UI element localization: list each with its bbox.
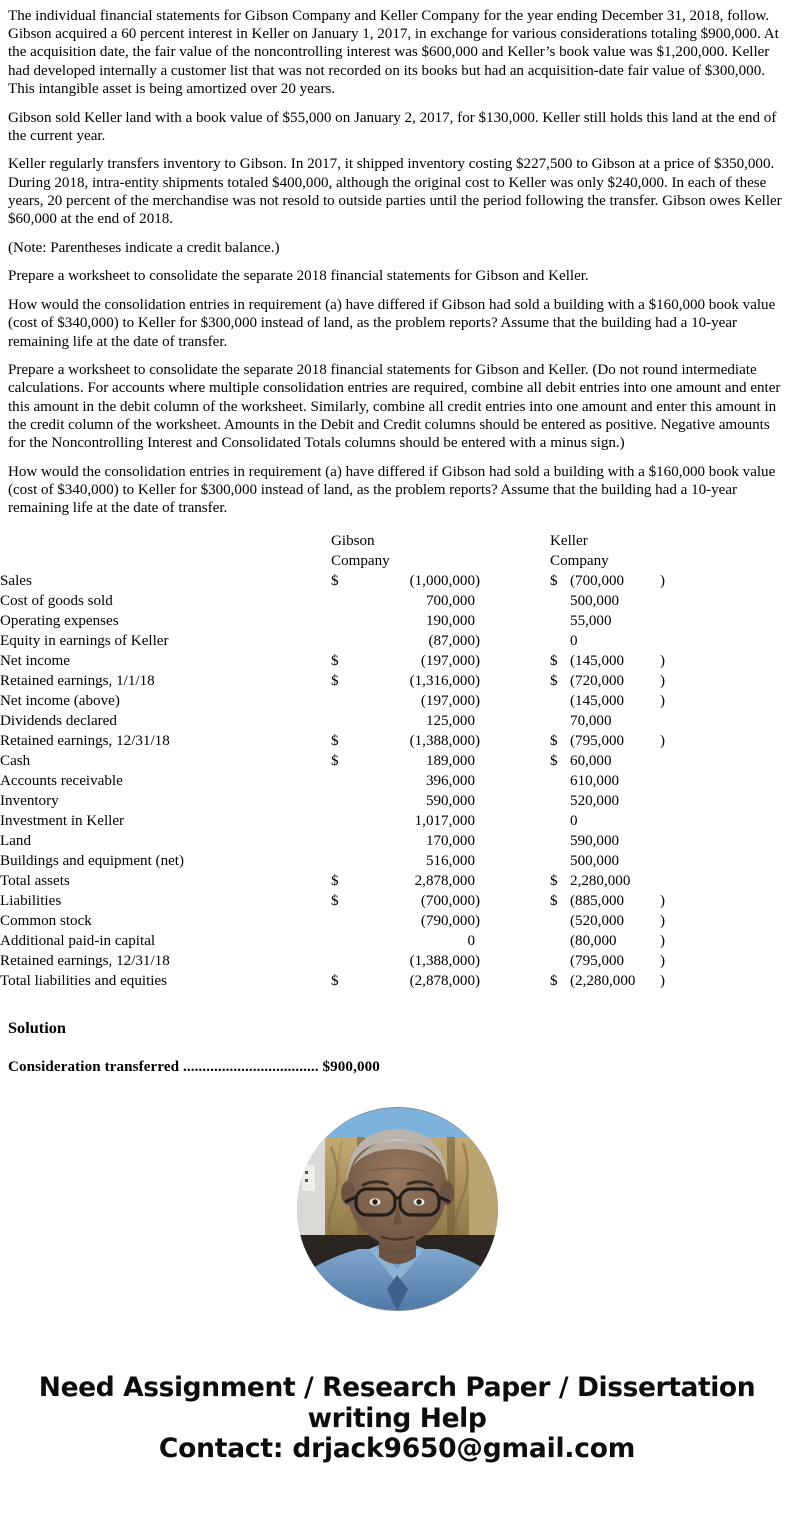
gibson-currency-symbol [331, 631, 351, 651]
gibson-amount: 0 [467, 933, 475, 950]
problem-statement [0, 0, 794, 517]
row-label: Land [0, 833, 32, 850]
gibson-amount: (1,316,000 [409, 673, 475, 690]
keller-currency-symbol: $ [550, 733, 558, 750]
paragraph-requirement-a: Prepare a worksheet to consolidate the separate 2018 financial statements for Gibson and Keller. [8, 268, 589, 285]
column-gap [515, 791, 550, 811]
gibson-amount: (790,000 [420, 913, 475, 930]
column-gap [515, 611, 550, 631]
keller-currency-symbol [550, 591, 570, 611]
keller-amount: (80,000 [570, 933, 617, 950]
gibson-amount: 2,878,000 [414, 873, 475, 890]
keller-currency-symbol: $ [550, 573, 558, 590]
gibson-close-paren: ) [475, 893, 481, 910]
gibson-amount: 1,017,000 [414, 813, 475, 830]
gibson-currency-symbol: $ [331, 873, 339, 890]
keller-currency-symbol [550, 911, 570, 931]
table-row [0, 691, 700, 711]
gibson-close-paren: ) [475, 953, 481, 970]
row-label: Cost of goods sold [0, 593, 113, 610]
table-row [0, 951, 700, 971]
column-gap [515, 911, 550, 931]
gibson-close-paren [475, 751, 515, 771]
table-row [0, 771, 700, 791]
keller-amount: 500,000 [570, 593, 620, 610]
column-gap [515, 631, 550, 651]
gibson-currency-symbol [331, 951, 351, 971]
column-gap [515, 751, 550, 771]
column-header-gibson-company [331, 531, 515, 571]
column-gap [515, 691, 550, 711]
keller-close-paren [660, 831, 700, 851]
gibson-currency-symbol [331, 931, 351, 951]
financial-statements-table [0, 531, 700, 991]
gibson-amount: 396,000 [425, 773, 475, 790]
keller-amount: 500,000 [570, 853, 620, 870]
column-gap [515, 671, 550, 691]
keller-close-paren [660, 871, 700, 891]
keller-close-paren [660, 851, 700, 871]
gibson-currency-symbol [331, 691, 351, 711]
keller-close-paren [660, 771, 700, 791]
keller-currency-symbol [550, 631, 570, 651]
column-gap [515, 891, 550, 911]
gibson-currency-symbol [331, 831, 351, 851]
keller-close-paren [660, 791, 700, 811]
column-gap [515, 951, 550, 971]
table-header-row [0, 531, 700, 571]
table-row [0, 971, 700, 991]
table-row [0, 931, 700, 951]
gibson-amount: 189,000 [425, 753, 475, 770]
gibson-close-paren: ) [475, 633, 481, 650]
gibson-amount: (1,388,000 [409, 953, 475, 970]
keller-amount: 55,000 [570, 613, 612, 630]
gibson-amount: 590,000 [425, 793, 475, 810]
keller-currency-symbol: $ [550, 673, 558, 690]
footer-contact-banner [0, 1373, 794, 1465]
keller-close-paren: ) [660, 933, 666, 950]
column-gap [515, 711, 550, 731]
gibson-currency-symbol: $ [331, 653, 339, 670]
row-label: Additional paid-in capital [0, 933, 156, 950]
avatar-block [0, 1107, 794, 1311]
table-row [0, 791, 700, 811]
keller-close-paren: ) [660, 733, 666, 750]
table-row [0, 611, 700, 631]
gibson-close-paren [475, 771, 515, 791]
table-row [0, 731, 700, 751]
keller-amount: 60,000 [570, 753, 612, 770]
gibson-amount: (197,000 [420, 653, 475, 670]
row-label: Total liabilities and equities [0, 973, 168, 990]
column-gap [515, 651, 550, 671]
gibson-amount: (1,000,000 [409, 573, 475, 590]
table-row [0, 651, 700, 671]
gibson-currency-symbol: $ [331, 973, 339, 990]
keller-close-paren [660, 591, 700, 611]
keller-currency-symbol: $ [550, 893, 558, 910]
keller-close-paren: ) [660, 693, 666, 710]
table-row [0, 911, 700, 931]
keller-amount: (520,000 [570, 913, 625, 930]
gibson-amount: (2,878,000 [409, 973, 475, 990]
footer-line-3: Contact: drjack9650@gmail.com [158, 1433, 636, 1465]
keller-currency-symbol [550, 791, 570, 811]
keller-amount: (795,000 [570, 953, 625, 970]
gibson-amount: (700,000 [420, 893, 475, 910]
row-label: Operating expenses [0, 613, 119, 630]
gibson-currency-symbol [331, 791, 351, 811]
column-header-spacer [515, 531, 550, 571]
gibson-close-paren [475, 791, 515, 811]
keller-close-paren: ) [660, 573, 666, 590]
gibson-currency-symbol [331, 611, 351, 631]
paragraph-intro: The individual financial statements for Gibson Company and Keller Company for the year ending December 31, 2018, follow. Gibson acquired a 60 percent interest in Keller on January 1, 2017, in exchange for various considerations totaling $900,000. At the acquisition date, the fair value of the noncontrolling interest was $600,000 and Keller’s book value was $1,200,000. Keller had developed internally a customer list that was not recorded on its books but had an acquisition-date fair value of $300,000. This intangible asset is being amortized over 20 years. [8, 8, 779, 97]
gibson-amount: 516,000 [425, 853, 475, 870]
keller-close-paren: ) [660, 673, 666, 690]
column-header-keller-company [550, 531, 700, 571]
gibson-close-paren [475, 931, 515, 951]
keller-close-paren [660, 811, 700, 831]
keller-currency-symbol [550, 611, 570, 631]
gibson-close-paren [475, 611, 515, 631]
gibson-currency-symbol [331, 591, 351, 611]
gibson-close-paren: ) [475, 913, 481, 930]
gibson-amount: (1,388,000 [409, 733, 475, 750]
column-gap [515, 731, 550, 751]
keller-header-line2: Company [550, 553, 609, 570]
financial-statements-table-wrapper [0, 531, 794, 991]
keller-amount: 0 [570, 633, 578, 650]
keller-currency-symbol: $ [550, 753, 558, 770]
keller-amount: 2,280,000 [570, 873, 631, 890]
table-row [0, 711, 700, 731]
table-row [0, 871, 700, 891]
keller-currency-symbol [550, 691, 570, 711]
keller-currency-symbol [550, 851, 570, 871]
keller-currency-symbol: $ [550, 973, 558, 990]
gibson-currency-symbol: $ [331, 733, 339, 750]
keller-currency-symbol: $ [550, 873, 558, 890]
gibson-close-paren [475, 711, 515, 731]
gibson-amount: 190,000 [425, 613, 475, 630]
solution-heading: Solution [8, 1018, 66, 1038]
gibson-close-paren: ) [475, 733, 481, 750]
keller-amount: 70,000 [570, 713, 612, 730]
table-body [0, 571, 700, 991]
column-gap [515, 591, 550, 611]
gibson-close-paren [475, 851, 515, 871]
keller-currency-symbol [550, 771, 570, 791]
keller-amount: (700,000 [570, 573, 625, 590]
paragraph-land-sale: Gibson sold Keller land with a book value of $55,000 on January 2, 2017, for $130,000. Keller still holds this land at the end of the current year. [8, 109, 777, 144]
keller-close-paren [660, 631, 700, 651]
keller-close-paren: ) [660, 913, 666, 930]
gibson-header-line1: Gibson [331, 533, 375, 550]
keller-amount: 610,000 [570, 773, 620, 790]
gibson-close-paren: ) [475, 693, 481, 710]
row-label: Liabilities [0, 893, 62, 910]
column-gap [515, 871, 550, 891]
keller-header-line1: Keller [550, 533, 588, 550]
paragraph-inventory: Keller regularly transfers inventory to Gibson. In 2017, it shipped inventory costing $227,500 to Gibson at a price of $350,000. During 2018, intra-entity shipments totaled $400,000, although the original cost to Keller was only $240,000. In each of these years, 20 percent of the merchandise was not resold to outside parties until the period following the transfer. Gibson owes Keller $60,000 at the end of 2018. [8, 156, 782, 228]
keller-amount: 590,000 [570, 833, 620, 850]
keller-amount: 0 [570, 813, 578, 830]
gibson-amount: 170,000 [425, 833, 475, 850]
keller-currency-symbol [550, 951, 570, 971]
gibson-currency-symbol [331, 771, 351, 791]
gibson-header-line2: Company [331, 553, 390, 570]
consideration-transferred-line: Consideration transferred ................................... $900,000 [8, 1059, 380, 1076]
row-label: Net income [0, 653, 70, 670]
gibson-amount: (87,000 [428, 633, 475, 650]
gibson-close-paren [475, 591, 515, 611]
row-label: Buildings and equipment (net) [0, 853, 185, 870]
keller-amount: (720,000 [570, 673, 625, 690]
keller-currency-symbol [550, 831, 570, 851]
gibson-close-paren [475, 871, 515, 891]
gibson-currency-symbol [331, 851, 351, 871]
gibson-amount: 125,000 [425, 713, 475, 730]
footer-line-2: writing Help [307, 1402, 487, 1434]
table-header [0, 531, 700, 571]
keller-amount: 520,000 [570, 793, 620, 810]
row-label: Retained earnings, 12/31/18 [0, 733, 170, 750]
gibson-currency-symbol [331, 811, 351, 831]
column-header-accounts [0, 531, 331, 571]
paragraph-requirement-b-repeat: How would the consolidation entries in requirement (a) have differed if Gibson had sold a building with a $160,000 book value (cost of $340,000) to Keller for $300,000 instead of land, as the problem reports? Assume that the building had a 10-year remaining life at the date of transfer. [8, 463, 776, 517]
gibson-close-paren: ) [475, 973, 481, 990]
keller-close-paren [660, 611, 700, 631]
paragraph-requirement-a-detailed: Prepare a worksheet to consolidate the separate 2018 financial statements for Gibson and Keller. (Do not round intermediate calculations. For accounts where multiple consolidation entries are required, combine all debit entries into one amount and enter this amount in the debit column of the worksheet. Similarly, combine all credit entries into one amount and enter this amount in the credit column of the worksheet. Amounts in the Debit and Credit columns should be entered as positive. Negative amounts for the Noncontrolling Interest and Consolidated Totals columns should be entered with a minus sign.) [8, 362, 781, 452]
keller-currency-symbol [550, 711, 570, 731]
row-label: Net income (above) [0, 693, 120, 710]
profile-photo-illustration [297, 1107, 498, 1311]
paragraph-requirement-b: How would the consolidation entries in requirement (a) have differed if Gibson had sold a building with a $160,000 book value (cost of $340,000) to Keller for $300,000 instead of land, as the problem reports? Assume that the building had a 10-year remaining life at the date of transfer. [8, 297, 776, 350]
row-label: Cash [0, 753, 31, 770]
keller-close-paren: ) [660, 653, 666, 670]
gibson-currency-symbol [331, 711, 351, 731]
column-gap [515, 571, 550, 591]
table-row [0, 831, 700, 851]
column-gap [515, 851, 550, 871]
row-label: Retained earnings, 1/1/18 [0, 673, 155, 690]
gibson-currency-symbol: $ [331, 573, 339, 590]
gibson-currency-symbol: $ [331, 893, 339, 910]
table-row [0, 591, 700, 611]
column-gap [515, 831, 550, 851]
table-row [0, 851, 700, 871]
gibson-close-paren [475, 831, 515, 851]
gibson-currency-symbol [331, 911, 351, 931]
gibson-amount: (197,000 [420, 693, 475, 710]
keller-currency-symbol: $ [550, 653, 558, 670]
row-label: Investment in Keller [0, 813, 125, 830]
keller-close-paren [660, 751, 700, 771]
keller-currency-symbol [550, 931, 570, 951]
column-gap [515, 771, 550, 791]
keller-amount: (145,000 [570, 653, 625, 670]
keller-amount: (2,280,000 [570, 973, 636, 990]
keller-amount: (795,000 [570, 733, 625, 750]
gibson-currency-symbol: $ [331, 673, 339, 690]
keller-close-paren: ) [660, 973, 666, 990]
table-row [0, 671, 700, 691]
row-label: Total assets [0, 873, 70, 890]
gibson-close-paren [475, 811, 515, 831]
footer-line-1: Need Assignment / Research Paper / Dissertation [38, 1372, 756, 1404]
gibson-currency-symbol: $ [331, 753, 339, 770]
row-label: Common stock [0, 913, 92, 930]
keller-close-paren: ) [660, 953, 666, 970]
table-row [0, 571, 700, 591]
gibson-close-paren: ) [475, 673, 481, 690]
row-label: Accounts receivable [0, 773, 123, 790]
keller-close-paren [660, 711, 700, 731]
gibson-close-paren: ) [475, 653, 481, 670]
row-label: Retained earnings, 12/31/18 [0, 953, 170, 970]
column-gap [515, 971, 550, 991]
paragraph-note: (Note: Parentheses indicate a credit balance.) [8, 239, 280, 256]
keller-close-paren: ) [660, 893, 666, 910]
column-gap [515, 811, 550, 831]
gibson-close-paren: ) [475, 573, 481, 590]
table-row [0, 751, 700, 771]
row-label: Inventory [0, 793, 59, 810]
row-label: Dividends declared [0, 713, 117, 730]
gibson-amount: 700,000 [425, 593, 475, 610]
row-label: Equity in earnings of Keller [0, 633, 169, 650]
column-gap [515, 931, 550, 951]
table-row [0, 631, 700, 651]
keller-currency-symbol [550, 811, 570, 831]
table-row [0, 891, 700, 911]
row-label: Sales [0, 573, 32, 590]
keller-amount: (885,000 [570, 893, 625, 910]
keller-amount: (145,000 [570, 693, 625, 710]
table-row [0, 811, 700, 831]
avatar [297, 1107, 498, 1311]
